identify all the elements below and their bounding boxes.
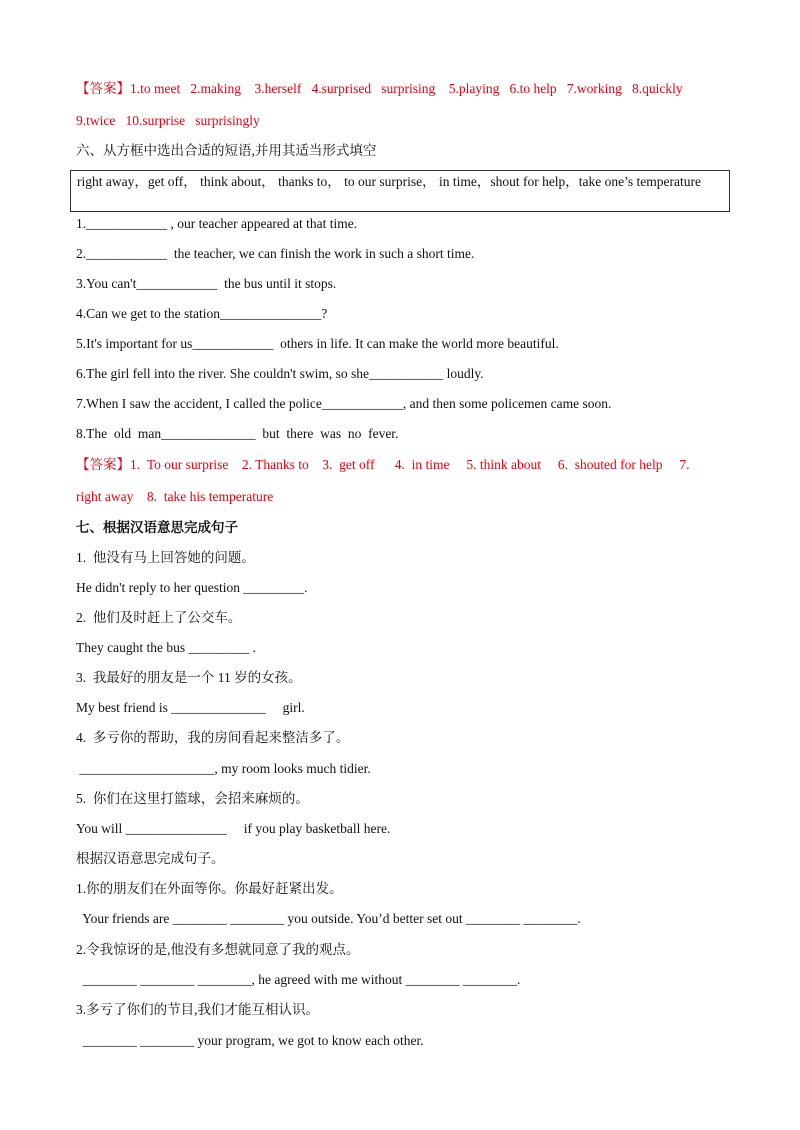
answer-line: right away 8. take his temperature xyxy=(76,489,274,504)
section-title: 七、根据汉语意思完成句子 xyxy=(76,520,238,535)
exercise-item: ____________________, my room looks much tidier. xyxy=(76,761,371,776)
prompt-cn: 2. 他们及时赶上了公交车。 xyxy=(76,610,242,625)
answer-line: 9.twice 10.surprise surprisingly xyxy=(76,113,260,128)
exercise-item: 8.The old man______________ but there was no fever. xyxy=(76,426,399,441)
section-title: 六、从方框中选出合适的短语,并用其适当形式填空 xyxy=(76,143,377,158)
exercise-item: 1.____________ , our teacher appeared at that time. xyxy=(76,216,358,231)
exercise-item: 6.The girl fell into the river. She couldn't swim, so she___________ loudly. xyxy=(76,366,484,381)
prompt-cn: 2.令我惊讶的是,他没有多想就同意了我的观点。 xyxy=(76,942,360,957)
prompt-cn: 3.多亏了你们的节目,我们才能互相认识。 xyxy=(76,1002,319,1017)
section-title: 根据汉语意思完成句子。 xyxy=(76,851,225,866)
phrase-box xyxy=(70,170,730,212)
exercise-item: 4.Can we get to the station_______________? xyxy=(76,306,328,321)
prompt-cn: 3. 我最好的朋友是一个 11 岁的女孩。 xyxy=(76,670,302,685)
exercise-item: 7.When I saw the accident, I called the police____________, and then some policemen came soon. xyxy=(76,396,612,411)
answer-line: 【答案】1. To our surprise 2. Thanks to 3. get off 4. in time 5. think about 6. shouted for help 7. xyxy=(76,457,690,472)
exercise-item: ________ ________ your program, we got to know each other. xyxy=(76,1033,424,1048)
answer-line: 【答案】1.to meet 2.making 3.herself 4.surprised surprising 5.playing 6.to help 7.working 8.quickly xyxy=(76,81,683,96)
exercise-item: 5.It's important for us____________ others in life. It can make the world more beautiful. xyxy=(76,336,559,351)
exercise-item: 3.You can't____________ the bus until it stops. xyxy=(76,276,337,291)
exercise-item: ________ ________ ________, he agreed with me without ________ ________. xyxy=(76,972,521,987)
prompt-cn: 1. 他没有马上回答她的问题。 xyxy=(76,550,255,565)
exercise-item: Your friends are ________ ________ you outside. You’d better set out ________ ________. xyxy=(76,911,581,926)
exercise-item: My best friend is ______________ girl. xyxy=(76,700,305,715)
exercise-item: They caught the bus _________ . xyxy=(76,640,256,655)
exercise-item: He didn't reply to her question _________. xyxy=(76,580,308,595)
exercise-item: You will _______________ if you play basketball here. xyxy=(76,821,391,836)
prompt-cn: 4. 多亏你的帮助，我的房间看起来整洁多了。 xyxy=(76,730,350,745)
prompt-cn: 5. 你们在这里打篮球，会招来麻烦的。 xyxy=(76,791,309,806)
exercise-item: 2.____________ the teacher, we can finish the work in such a short time. xyxy=(76,246,475,261)
prompt-cn: 1.你的朋友们在外面等你。你最好赶紧出发。 xyxy=(76,881,343,896)
phrase-box-text: right away，get off， think about， thanks to， to our surprise， in time，shout for help，take one’s temperature xyxy=(77,174,701,189)
